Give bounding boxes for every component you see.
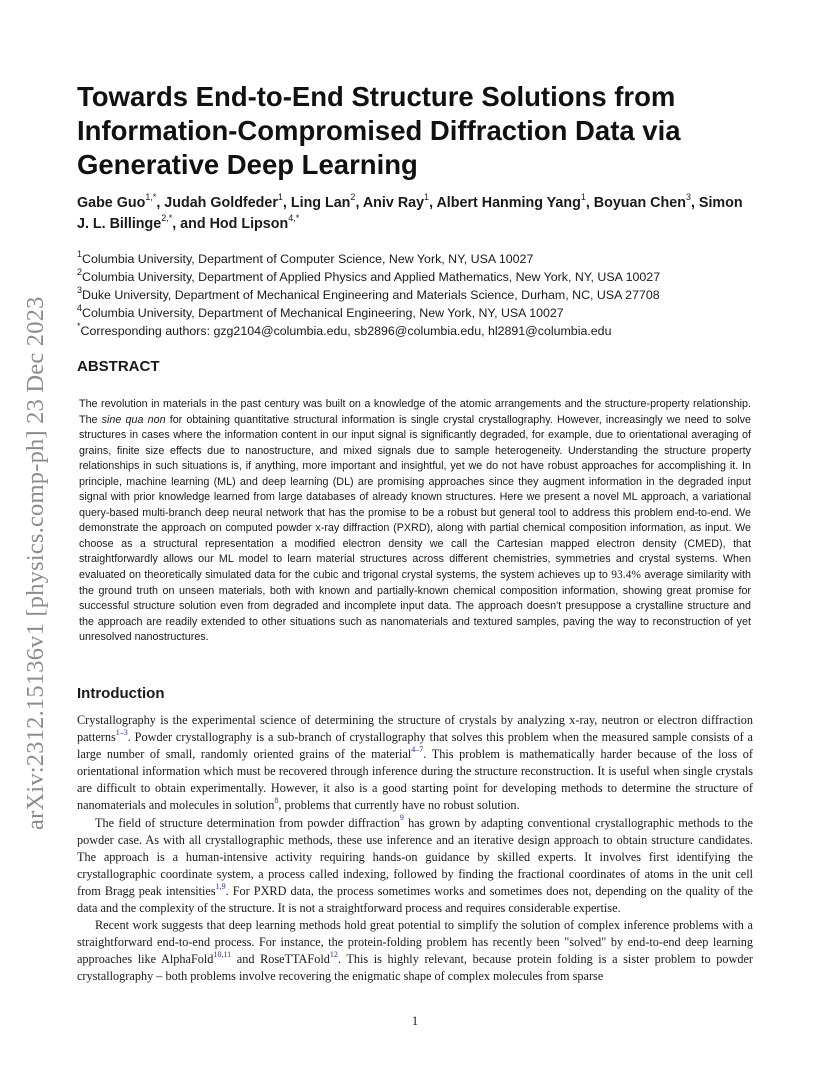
paper-title: Towards End-to-End Structure Solutions from Information-Compromised Diffraction Data via Generative Deep Learning <box>77 81 681 180</box>
citation-link[interactable]: 10,11 <box>213 950 232 960</box>
affiliation-mark: 1 <box>77 248 83 259</box>
author: Simon J. L. Billinge <box>77 195 743 232</box>
body-text-segment: has grown by adapting conventional crystallographic methods to the powder case. As with all crystallographic methods, these use inference and an iterative design approach to obtain structure candidates. The approach is a human-intensive activity requiring hands-on guidance by skilled experts. It involves first identifying the crystallographic coordinate system, a process called indexing, followed by finding the fractional coordinates of atoms in the unit cell from Bragg peak intensities <box>77 815 753 898</box>
author-affil-mark: 2 <box>350 192 356 203</box>
author: Boyuan Chen <box>593 195 686 211</box>
body-text-segment: . This problem is mathematically harder because of the loss of orientational information which must be recovered through inference during the structure reconstruction. It is useful when single crystals are difficult to obtain experimentally. However, it also is a good starting point for developing methods to determine the structure of nanomaterials and molecules in solution <box>77 747 753 813</box>
body-text-segment: Recent work suggests that deep learning methods hold great potential to simplify the solution of complex inference problems with a straightforward end-to-end process. For instance, the protein-folding problem has recently been "solved" by end-to-end deep learning approaches like AlphaFold <box>77 918 753 967</box>
author-list <box>77 193 753 235</box>
introduction-body <box>77 712 753 986</box>
author-separator: , and <box>172 216 210 232</box>
author-separator: , <box>355 195 363 211</box>
body-text-segment: , problems that currently have no robust solution. <box>278 798 520 813</box>
abstract-segment: The revolution in materials in the past century was built on a knowledge of the atomic arrangements and the structure-property relationship. The <box>79 398 751 426</box>
author: Hod Lipson <box>209 216 289 232</box>
author-affil-mark: 1 <box>580 192 586 203</box>
introduction-heading: Introduction <box>77 685 165 702</box>
affiliation-text: Duke University, Department of Mechanical Engineering and Materials Science, Durham, NC, USA 27708 <box>82 288 660 302</box>
body-text-segment: The field of structure determination from powder diffraction <box>95 815 400 830</box>
body-paragraph <box>77 815 753 918</box>
citation-link[interactable]: 1–3 <box>115 728 128 738</box>
author-separator: , <box>156 195 165 211</box>
author-separator: , <box>282 195 291 211</box>
abstract-segment: average similarity with the ground truth on unseen materials, both with known and partially-known chemical composition information, showing great promise for successful structure solution even from degraded and incomplete input data. The approach doesn't presuppose a crystalline structure and the approach are readily extended to other situations such as nanomaterials and textured samples, paving the way to reconstruction of yet unresolved nanostructures. <box>79 569 751 644</box>
arxiv-identifier-stamp: arXiv:2312.15136v1 [physics.comp-ph] 23 Dec 2023 <box>22 296 49 830</box>
author-affil-mark: 1 <box>424 192 430 203</box>
abstract-similarity-value: 93.4% <box>611 569 642 582</box>
body-text-segment: and RoseTTAFold <box>231 952 330 967</box>
author-affil-mark: 4,* <box>288 213 300 224</box>
citation-link[interactable]: 8 <box>274 796 279 806</box>
affiliation-line <box>77 250 753 268</box>
citation-link[interactable]: 1,9 <box>215 881 226 891</box>
abstract-text <box>79 397 751 646</box>
citation-link[interactable]: 9 <box>399 813 404 823</box>
author: Gabe Guo <box>77 195 146 211</box>
affiliation-list <box>77 250 753 340</box>
author-affil-mark: 3 <box>685 192 691 203</box>
abstract-italic-phrase: sine qua non <box>101 413 166 426</box>
affiliation-mark: 4 <box>77 302 83 313</box>
author-affil-mark: 2,* <box>161 213 173 224</box>
affiliation-text: Corresponding authors: gzg2104@columbia.edu, sb2896@columbia.edu, hl2891@columbia.edu <box>80 324 612 338</box>
body-paragraph <box>77 712 753 815</box>
author-affil-mark: 1 <box>277 192 283 203</box>
author: Aniv Ray <box>362 195 425 211</box>
body-text-segment: Crystallography is the experimental science of determining the structure of crystals by analyzing x-ray, neutron or electron diffraction patterns <box>77 713 753 745</box>
author: Albert Hanming Yang <box>436 195 581 211</box>
corresponding-authors-line <box>77 322 753 340</box>
body-text-segment: . This is highly relevant, because protein folding is a sister problem to powder crystallography – both problems involve recovering the enigmatic shape of complex molecules from sparse <box>77 952 753 984</box>
affiliation-mark: 3 <box>77 284 83 295</box>
body-paragraph <box>77 917 753 985</box>
affiliation-text: Columbia University, Department of Applied Physics and Applied Mathematics, New York, NY, USA 10027 <box>82 270 661 284</box>
affiliation-mark: 2 <box>77 266 83 277</box>
affiliation-mark: * <box>77 320 81 331</box>
body-text-segment: . For PXRD data, the process sometimes works and sometimes does not, depending on the quality of the data and the complexity of the structure. It is not a straightforward process and requires considerable expertise. <box>77 883 753 916</box>
affiliation-line <box>77 304 753 322</box>
body-text-segment: . Powder crystallography is a sub-branch of crystallography that solves this problem when the measured sample consists of a large number of small, randomly oriented grains of the material <box>77 730 753 762</box>
author-separator: , <box>429 195 437 211</box>
affiliation-line <box>77 286 753 304</box>
affiliation-text: Columbia University, Department of Computer Science, New York, NY, USA 10027 <box>82 252 534 266</box>
citation-link[interactable]: 4–7 <box>411 745 424 755</box>
author-separator: , <box>585 195 594 211</box>
page-number: 1 <box>411 1014 419 1028</box>
author-separator: , <box>690 195 699 211</box>
author: Ling Lan <box>290 195 351 211</box>
abstract-segment: for obtaining quantitative structural information is single crystal crystallography. However, increasingly we need to solve structures in cases where the information content in our input signal is significantly degraded, for example, due to orientational averaging of grains, finite size effects due to nanostructure, and mixed signals due to sample heterogeneity. Understanding the structure property relationships in such situations is, if anything, more important and insightful, yet we do not have robust approaches for accomplishing it. In principle, machine learning (ML) and deep learning (DL) are promising approaches since they augment information in the degraded input signal with prior knowledge learned from large databases of already known structures. Here we present a novel ML approach, a variational query-based multi-branch deep neural network that has the promise to be a robust but general tool to address this problem end-to-end. We demonstrate the approach on computed powder x-ray diffraction (PXRD), along with partial chemical composition information, as input. We choose as a structural representation a modified electron density we call the Cartesian mapped electron density (CMED), that straightforwardly allows our ML model to learn material structures across different chemistries, symmetries and crystal systems. When evaluated on theoretically simulated data for the cubic and trigonal crystal systems, the system achieves up to <box>79 413 751 582</box>
affiliation-text: Columbia University, Department of Mechanical Engineering, New York, NY, USA 10027 <box>82 306 564 320</box>
affiliation-line <box>77 268 753 286</box>
citation-link[interactable]: 12 <box>329 950 338 960</box>
author: Judah Goldfeder <box>164 195 278 211</box>
author-affil-mark: 1,* <box>145 192 157 203</box>
abstract-heading: ABSTRACT <box>77 358 160 375</box>
